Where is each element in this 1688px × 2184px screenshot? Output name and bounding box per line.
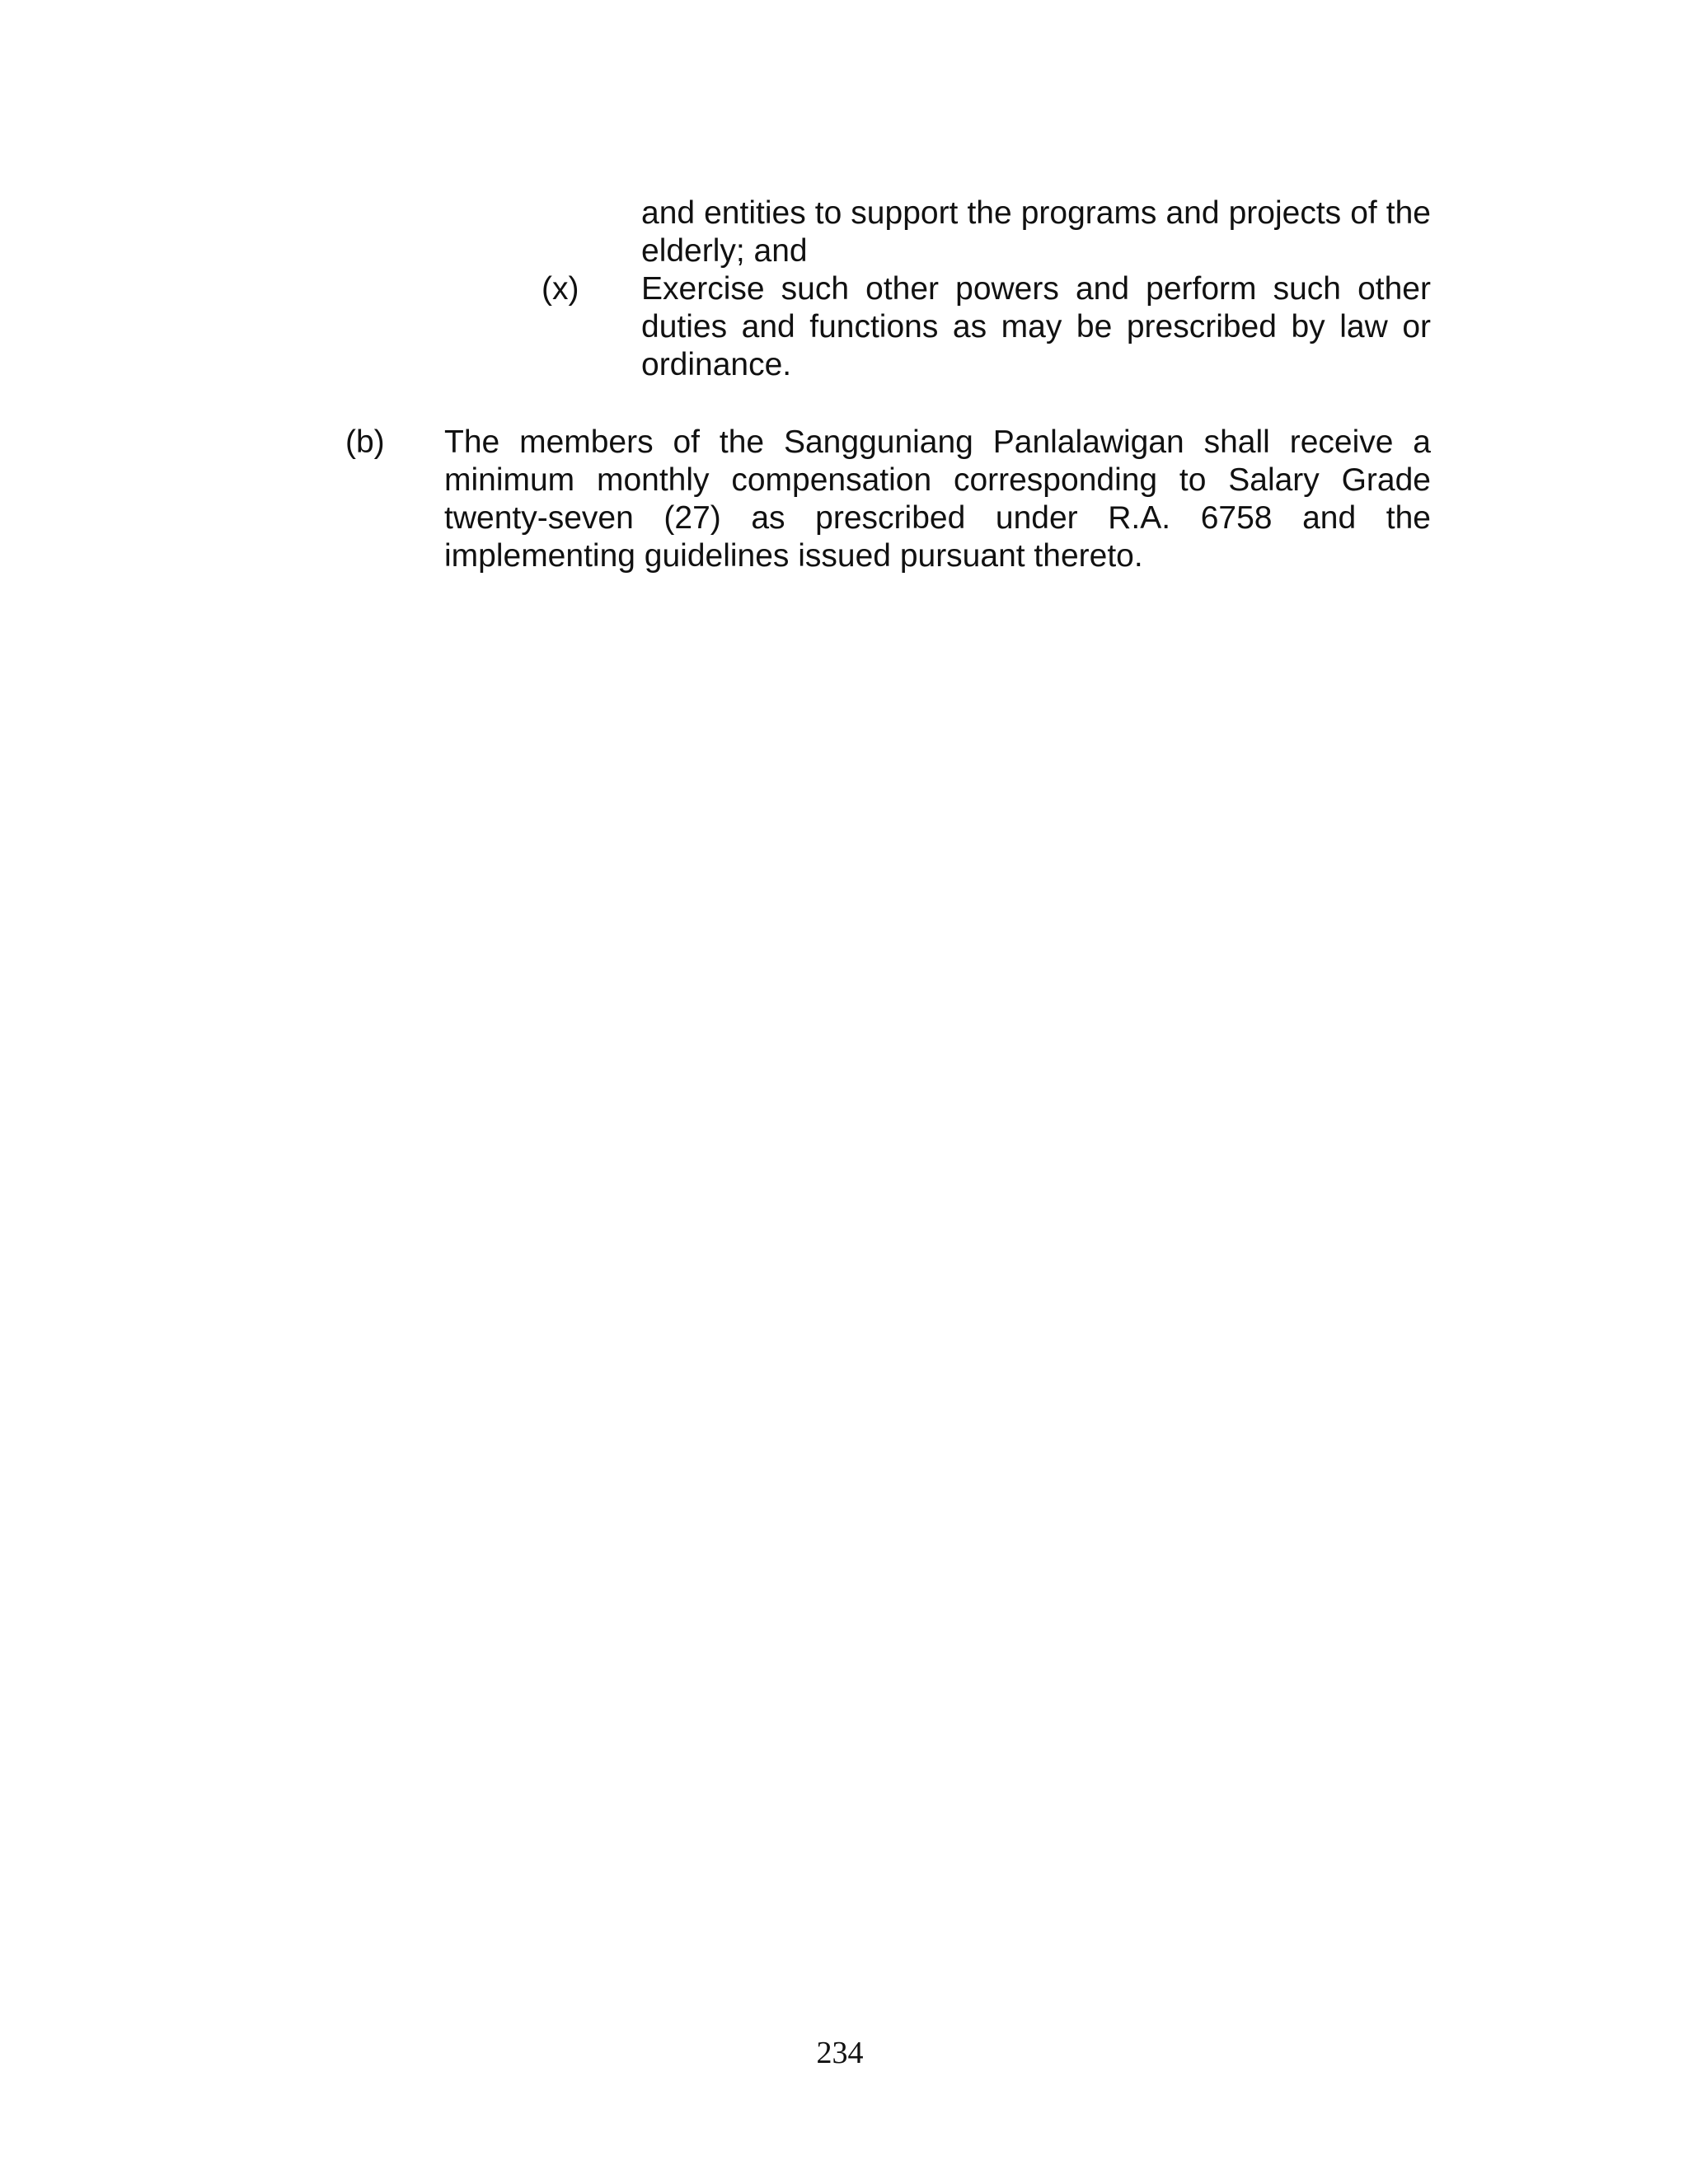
item-b-label: (b) bbox=[345, 424, 385, 460]
item-b-paragraph: The members of the Sangguniang Panlalawigan shall receive a minimum monthly compensation corresponding to Salary Grade twenty-seven (27) as prescribed under R.A. 6758 and the implementing guidelines issued pursuant thereto. bbox=[444, 424, 1431, 574]
continuation-paragraph: and entities to support the programs and projects of the elderly; and bbox=[641, 195, 1431, 269]
item-x-paragraph: Exercise such other powers and perform such other duties and functions as may be prescribed by law or ordinance. bbox=[641, 271, 1431, 382]
page-number: 234 bbox=[816, 2036, 864, 2070]
item-x-label: (x) bbox=[542, 271, 579, 307]
